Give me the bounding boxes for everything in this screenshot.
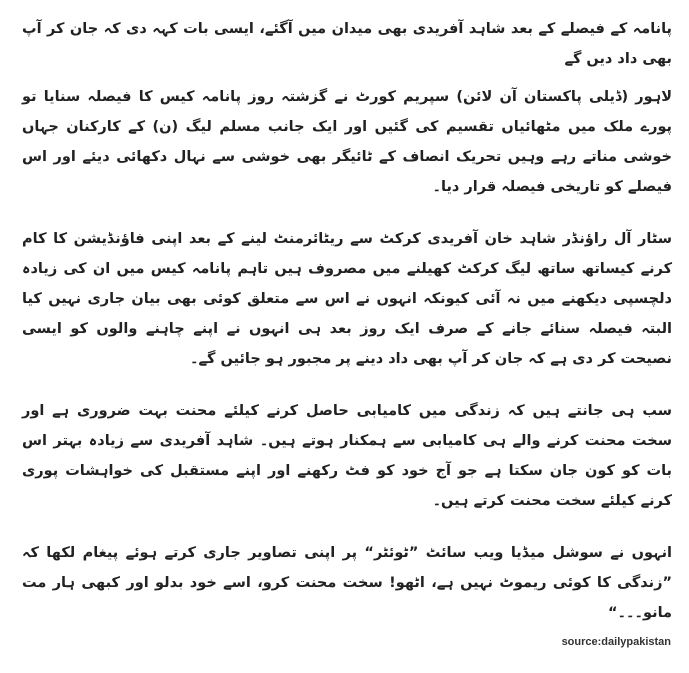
article-paragraph-1: لاہور (ڈیلی پاکستان آن لائن) سپریم کورٹ نے گزشتہ روز پانامہ کیس کا فیصلہ سنایا تو پورے ملک میں مٹھائیاں تقسیم کی گئیں اور ایک جانب مسلم لیگ (ن) کے کارکنان جہاں خوشی مناتے رہے وہیں تحریک انصاف کے ٹائیگر بھی خوشی سے نہال دکھائی دیئے اور اس فیصلے کو تاریخی فیصلہ قرار دیا۔ — [22, 89, 672, 195]
source-credit: source:dailypakistan — [561, 636, 671, 648]
article-headline: پانامہ کے فیصلے کے بعد شاہد آفریدی بھی میدان میں آگئے، ایسی بات کہہ دی کہ جان کر آپ بھی داد دیں گے — [22, 21, 672, 67]
article-paragraph-4: انہوں نے سوشل میڈیا ویب سائٹ ”ٹوئٹر“ پر اپنی تصاویر جاری کرتے ہوئے پیغام لکھا کہ ”زندگی کا کوئی ریموٹ نہیں ہے، اٹھو! سخت محنت کرو، اسے خود بدلو اور کبھی ہار مت مانو۔۔۔“ — [22, 545, 672, 621]
article-paragraph-3: سب ہی جانتے ہیں کہ زندگی میں کامیابی حاصل کرنے کیلئے محنت بہت ضروری ہے اور سخت محنت کرنے والے ہی کامیابی سے ہمکنار ہوتے ہیں۔ شاہد آفریدی سے زیادہ بہتر اس بات کو کون جان سکتا ہے جو آج خود کو فٹ رکھنے اور اپنے مستقبل کی خواہشات پوری کرنے کیلئے سخت محنت کرتے ہیں۔ — [22, 403, 672, 509]
article-paragraph-2: سٹار آل راؤنڈر شاہد خان آفریدی کرکٹ سے ریٹائرمنٹ لینے کے بعد اپنی فاؤنڈیشن کا کام کرنے کیساتھ ساتھ لیگ کرکٹ کھیلنے میں مصروف ہیں تاہم پانامہ کیس میں ان کی زیادہ دلچسپی دیکھنے میں نہ آئی کیونکہ انہوں نے اس سے متعلق کوئی بھی بیان جاری نہیں کیا البتہ فیصلہ سنائے جانے کے صرف ایک روز بعد ہی انہوں نے اپنے چاہنے والوں کو ایسی نصیحت کر دی ہے کہ جان کر آپ بھی داد دینے پر مجبور ہو جائیں گے۔ — [22, 231, 672, 367]
article-body — [22, 14, 672, 650]
